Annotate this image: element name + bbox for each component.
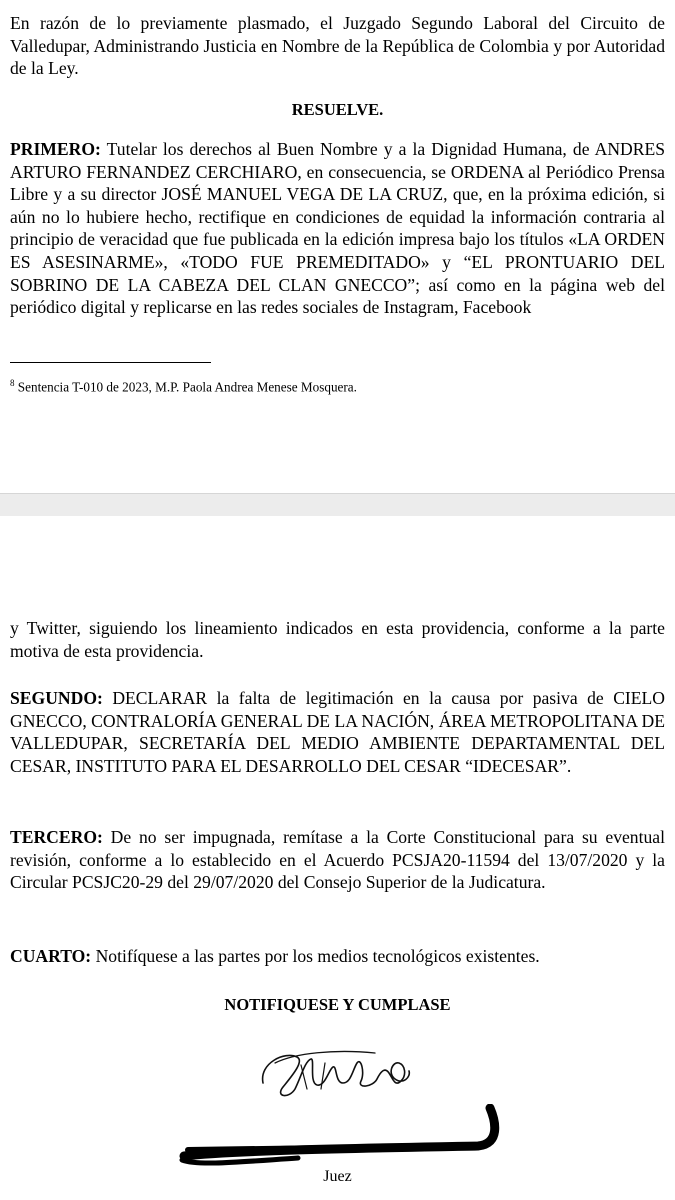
- tercero-label: TERCERO:: [10, 827, 103, 847]
- segundo-paragraph: [10, 687, 665, 777]
- intro-paragraph: En razón de lo previamente plasmado, el Juzgado Segundo Laboral del Circuito de Valledupar, Administrando Justicia en Nombre de la República de Colombia y por Autoridad de la Ley.: [10, 13, 665, 79]
- segundo-label: SEGUNDO:: [10, 688, 103, 708]
- tercero-text: De no ser impugnada, remítase a la Corte Constitucional para su eventual revisión, conforme a lo establecido en el Acuerdo PCSJA20-11594 del 13/07/2020 y la Circular PCSJC20-29 del 29/07/2020 del Consejo Superior de la Judicatura.: [10, 827, 665, 893]
- resuelve-heading: RESUELVE.: [291, 100, 384, 119]
- continuation-paragraph: y Twitter, siguiendo los lineamiento indicados en esta providencia, conforme a la parte motiva de esta providencia.: [10, 618, 665, 661]
- closing-heading: NOTIFIQUESE Y CUMPLASE: [224, 995, 451, 1014]
- document-page-1: [0, 0, 675, 493]
- primero-paragraph: [10, 138, 665, 319]
- primero-text: Tutelar los derechos al Buen Nombre y a la Dignidad Humana, de ANDRES ARTURO FERNANDEZ CERCHIARO, en consecuencia, se ORDENA al Periódico Prensa Libre y a su director JOSÉ MANUEL VEGA DE LA CRUZ, que, en la próxima edición, si aún no lo hubiere hecho, rectifique en condiciones de equidad la información contraria al principio de veracidad que fue publicada en la edición impresa bajo los títulos «LA ORDEN ES ASESINARME», «TODO FUE PREMEDITADO» y “EL PRONTUARIO DEL SOBRINO DE LA CABEZA DEL CLAN GNECCO”; así como en la página web del periódico digital y replicarse en las redes sociales de Instagram, Facebook: [10, 139, 665, 318]
- cuarto-label: CUARTO:: [10, 946, 92, 966]
- cuarto-paragraph: [10, 945, 665, 968]
- footnote-text: Sentencia T-010 de 2023, M.P. Paola Andrea Menese Mosquera.: [14, 379, 357, 395]
- signature-image: [255, 1043, 415, 1105]
- redaction-mark: [178, 1104, 508, 1174]
- cuarto-text: Notifíquese a las partes por los medios tecnológicos existentes.: [91, 946, 540, 966]
- judge-title: Juez: [323, 1168, 352, 1185]
- footnote: [10, 374, 357, 396]
- primero-label: PRIMERO:: [10, 139, 101, 159]
- segundo-text: DECLARAR la falta de legitimación en la causa por pasiva de CIELO GNECCO, CONTRALORÍA GENERAL DE LA NACIÓN, ÁREA METROPOLITANA DE VALLEDUPAR, SECRETARÍA DEL MEDIO AMBIENTE DEPARTAMENTAL DEL CESAR, INSTITUTO PARA EL DESARROLLO DEL CESAR “IDECESAR”.: [10, 688, 665, 776]
- page-separator: [0, 493, 675, 517]
- tercero-paragraph: [10, 826, 665, 894]
- footnote-number: 8: [10, 378, 15, 388]
- footnote-divider: [10, 362, 211, 363]
